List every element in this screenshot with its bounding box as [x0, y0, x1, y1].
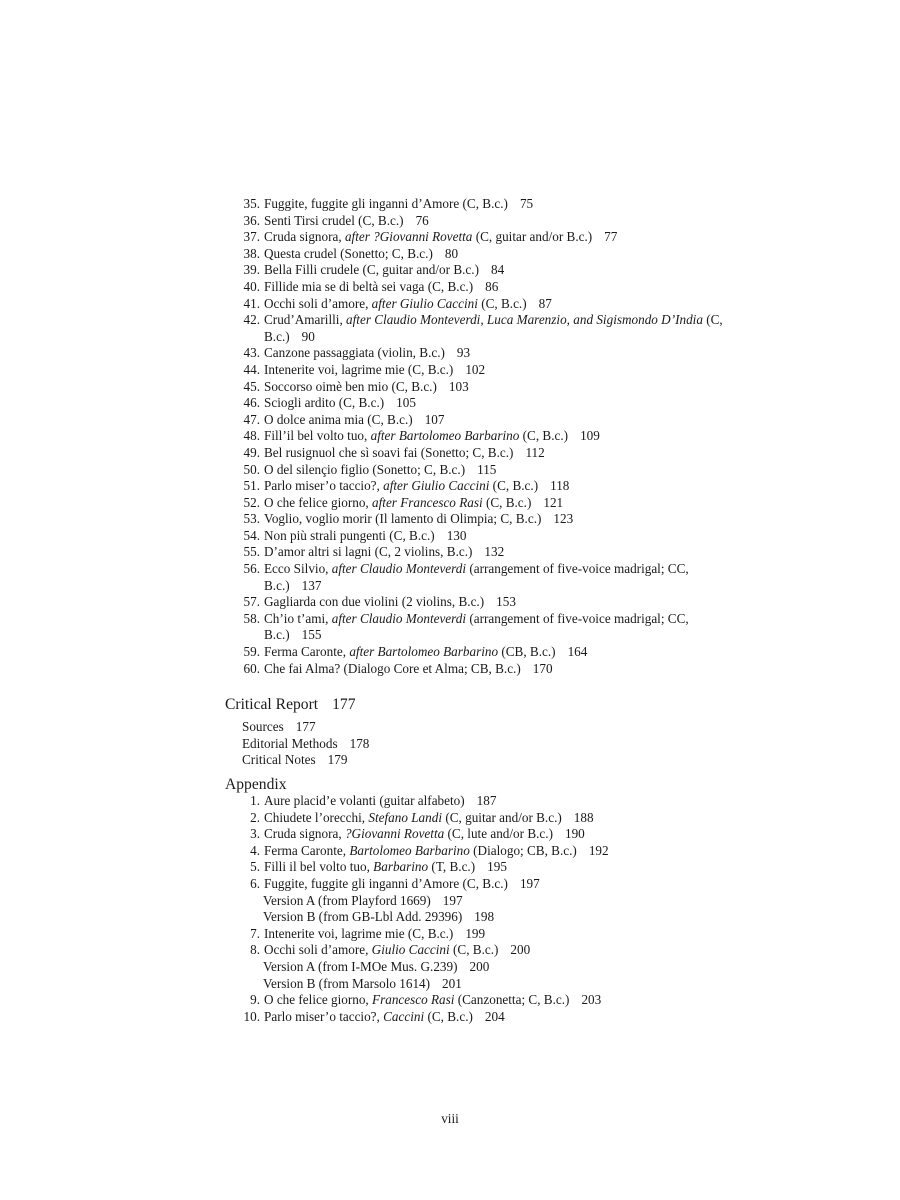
entry-number: 37.	[243, 229, 260, 245]
entry-number: 35.	[243, 196, 260, 211]
entry-text: Parlo miser’o taccio?,	[264, 1008, 384, 1024]
entry-page: 84	[490, 262, 505, 278]
appendix-title: Appendix	[225, 776, 287, 793]
entry-page: 200	[510, 942, 531, 958]
toc-entry	[0, 843, 900, 860]
entry-page: 203	[581, 992, 602, 1008]
entry-page: 132	[484, 544, 505, 560]
entry-text: (C, lute and/or B.c.)	[444, 826, 553, 842]
entry-title	[264, 942, 752, 959]
entry-number: 53.	[243, 511, 260, 527]
entry-page: 170	[532, 660, 553, 676]
entry-page: 107	[424, 411, 445, 427]
entry-text: (arrangement of five-voice madrigal; CC, B.c.)	[264, 561, 689, 593]
toc-main-list	[0, 196, 900, 677]
entry-page: 188	[573, 809, 594, 825]
version-page: 198	[474, 909, 495, 925]
toc-entry	[0, 544, 900, 561]
entry-number: 36.	[243, 212, 260, 228]
toc-entry	[0, 594, 900, 611]
critical-report-list	[242, 719, 369, 769]
entry-text: Sciogli ardito (C, B.c.)	[264, 395, 385, 411]
entry-attribution: Caccini	[383, 1008, 425, 1024]
entry-version	[263, 893, 900, 910]
entry-attribution: after ?Giovanni Rovetta	[344, 229, 473, 245]
entry-page: 103	[448, 378, 469, 394]
entry-text: Canzone passaggiata (violin, B.c.)	[264, 345, 445, 361]
entry-text: Fuggite, fuggite gli inganni d’Amore (C, B.c.)	[264, 196, 508, 211]
version-label: Version A (from Playford 1669)	[263, 892, 431, 908]
toc-entry	[0, 196, 900, 213]
toc-entry	[0, 229, 900, 246]
critical-report-item-label: Sources	[242, 719, 284, 734]
entry-title	[264, 843, 752, 860]
entry-text: Senti Tirsi crudel (C, B.c.)	[264, 212, 404, 228]
entry-text: Questa crudel (Sonetto; C, B.c.)	[264, 245, 433, 261]
entry-text: O dolce anima mia (C, B.c.)	[264, 411, 413, 427]
toc-entry	[0, 611, 900, 644]
entry-version	[263, 909, 900, 926]
entry-text: (C, guitar and/or B.c.)	[442, 809, 562, 825]
entry-title	[264, 478, 752, 495]
entry-title	[264, 428, 752, 445]
entry-title	[264, 395, 752, 412]
entry-title	[264, 445, 752, 462]
toc-entry	[0, 246, 900, 263]
toc-entry	[0, 428, 900, 445]
entry-page: 77	[604, 229, 618, 245]
entry-text: O che felice giorno,	[264, 494, 373, 510]
entry-text: Chiudete l’orecchi,	[264, 809, 369, 825]
entry-page: 102	[465, 361, 486, 377]
entry-number: 42.	[243, 312, 260, 328]
entry-title	[264, 528, 752, 545]
toc-entry	[0, 213, 900, 230]
entry-page: 86	[485, 278, 499, 294]
entry-text: (C, guitar and/or B.c.)	[472, 229, 593, 245]
entry-title	[264, 644, 752, 661]
critical-report-item-label: Editorial Methods	[242, 735, 338, 751]
entry-attribution: Bartolomeo Barbarino	[349, 842, 470, 858]
entry-text: Bella Filli crudele (C, guitar and/or B.c.)	[264, 262, 479, 278]
entry-number: 39.	[243, 262, 260, 278]
entry-version	[263, 959, 900, 976]
entry-title	[264, 296, 752, 313]
entry-attribution: , after Giulio Caccini	[376, 478, 490, 494]
entry-text: Ferma Caronte,	[264, 644, 350, 660]
entry-title	[264, 876, 752, 893]
entry-text: Ch’io t’ami,	[264, 610, 332, 626]
entry-number: 59.	[243, 644, 260, 660]
entry-text: (T, B.c.)	[428, 859, 476, 875]
entry-number: 52.	[243, 494, 260, 510]
critical-report-item	[242, 752, 369, 769]
toc-entry	[0, 395, 900, 412]
page-number: viii	[441, 1111, 459, 1126]
entry-attribution: Barbarino	[373, 859, 429, 875]
version-page: 200	[469, 958, 490, 974]
appendix-list	[0, 793, 900, 1025]
toc-entry	[0, 528, 900, 545]
entry-page: 105	[396, 395, 416, 411]
entry-title	[264, 362, 752, 379]
entry-title	[264, 826, 752, 843]
entry-number: 40.	[243, 278, 260, 294]
entry-attribution: after Claudio Monteverdi, Luca Marenzio, and Sigismondo D’India	[346, 312, 703, 328]
entry-text: Che fai Alma? (Dialogo Core et Alma; CB, B.c.)	[264, 660, 521, 676]
entry-page: 204	[484, 1008, 505, 1024]
critical-report-heading	[225, 695, 356, 715]
entry-page: 75	[519, 196, 534, 211]
entry-page: 109	[580, 428, 600, 444]
entry-text: Fill’il bel volto tuo,	[264, 428, 371, 444]
entry-text: Occhi soli d’amore,	[264, 295, 372, 311]
entry-title	[264, 379, 752, 396]
entry-text: Cruda signora,	[264, 826, 345, 842]
entry-text: Ecco Silvio,	[264, 561, 332, 577]
entry-number: 43.	[243, 345, 260, 361]
entry-text: Fillide mia se di beltà sei vaga (C, B.c.)	[264, 278, 474, 294]
entry-attribution: after Bartolomeo Barbarino	[349, 644, 499, 660]
entry-number: 57.	[243, 594, 260, 610]
entry-page: 112	[525, 444, 545, 460]
appendix-heading	[225, 775, 287, 795]
entry-text: O che felice giorno,	[264, 992, 373, 1008]
entry-title	[264, 495, 752, 512]
entry-text: Gagliarda con due violini (2 violins, B.c.)	[264, 594, 485, 610]
entry-page: 115	[477, 461, 497, 477]
entry-text: (Dialogo; CB, B.c.)	[469, 842, 577, 858]
entry-text: D’amor altri si lagni (C, 2 violins, B.c.)	[264, 544, 473, 560]
toc-entry	[0, 561, 900, 594]
entry-title	[264, 262, 752, 279]
entry-title	[264, 213, 752, 230]
entry-text: Cruda signora,	[264, 229, 345, 245]
entry-number: 1.	[250, 793, 260, 808]
entry-page: 80	[444, 245, 459, 261]
entry-title	[264, 312, 752, 345]
entry-title	[264, 661, 752, 678]
entry-title	[264, 1009, 752, 1026]
toc-entry	[0, 1009, 900, 1026]
entry-page: 155	[301, 627, 322, 643]
entry-text: Aure placid’e volanti (guitar alfabeto)	[264, 793, 465, 808]
entry-attribution: after Bartolomeo Barbarino	[370, 428, 520, 444]
entry-title	[264, 594, 752, 611]
entry-title	[264, 279, 752, 296]
entry-attribution: after Francesco Rasi	[372, 494, 483, 510]
entry-number: 48.	[243, 428, 260, 444]
toc-entry	[0, 942, 900, 959]
entry-text: Bel rusignuol che sì soavi fai (Sonetto; C, B.c.)	[264, 444, 514, 460]
toc-entry	[0, 312, 900, 345]
entry-version	[263, 976, 900, 993]
entry-title	[264, 926, 752, 943]
version-page: 201	[442, 975, 462, 991]
toc-entry	[0, 644, 900, 661]
entry-number: 55.	[243, 544, 260, 560]
entry-number: 49.	[243, 444, 260, 460]
entry-title	[264, 345, 752, 362]
entry-attribution: Francesco Rasi	[372, 992, 455, 1008]
critical-report-item-page: 179	[327, 752, 348, 768]
critical-report-item-page: 177	[295, 719, 316, 734]
entry-page: 192	[588, 842, 609, 858]
entry-number: 56.	[243, 561, 260, 577]
entry-number: 51.	[243, 478, 260, 494]
entry-number: 50.	[243, 461, 260, 477]
entry-attribution: ?Giovanni Rovetta	[344, 826, 445, 842]
toc-entry	[0, 793, 900, 810]
entry-page: 130	[446, 527, 467, 543]
toc-entry	[0, 511, 900, 528]
entry-number: 7.	[250, 925, 260, 941]
toc-entry	[0, 810, 900, 827]
entry-text: Intenerite voi, lagrime mie (C, B.c.)	[264, 361, 454, 377]
entry-text: Soccorso oimè ben mio (C, B.c.)	[264, 378, 437, 394]
entry-page: 76	[415, 212, 429, 228]
entry-page: 195	[487, 859, 507, 875]
entry-title	[264, 992, 752, 1009]
entry-title	[264, 793, 752, 810]
entry-text: Crud’Amarilli,	[264, 312, 347, 328]
entry-text: (Canzonetta; C, B.c.)	[454, 992, 570, 1008]
toc-entry	[0, 345, 900, 362]
entry-text: (C, B.c.)	[489, 478, 539, 494]
toc-entry	[0, 992, 900, 1009]
toc-entry	[0, 362, 900, 379]
entry-number: 38.	[243, 245, 260, 261]
entry-number: 9.	[250, 992, 260, 1008]
entry-text: (C, B.c.)	[449, 942, 499, 958]
entry-number: 46.	[243, 395, 260, 411]
toc-entry	[0, 379, 900, 396]
entry-text: Non più strali pungenti (C, B.c.)	[264, 527, 435, 543]
toc-entry	[0, 926, 900, 943]
toc-entry	[0, 478, 900, 495]
entry-text: (CB, B.c.)	[498, 644, 556, 660]
toc-entry	[0, 262, 900, 279]
critical-report-item	[242, 719, 369, 736]
entry-attribution: after Giulio Caccini	[371, 295, 478, 311]
entry-title	[264, 196, 752, 213]
entry-text: (arrangement of five-voice madrigal; CC, B.c.)	[264, 610, 689, 643]
entry-page: 164	[567, 644, 588, 660]
entry-text: (C, B.c.)	[264, 312, 723, 344]
entry-title	[264, 810, 752, 827]
entry-number: 4.	[250, 842, 260, 858]
entry-title	[264, 412, 752, 429]
entry-text: Occhi soli d’amore,	[264, 942, 372, 958]
version-label: Version B (from Marsolo 1614)	[263, 975, 431, 991]
entry-page: 118	[550, 478, 570, 494]
entry-text: Intenerite voi, lagrime mie (C, B.c.)	[264, 925, 454, 941]
version-label: Version A (from I-MOe Mus. G.239)	[263, 958, 458, 974]
entry-number: 45.	[243, 378, 260, 394]
entry-text: (C, B.c.)	[519, 428, 569, 444]
entry-number: 8.	[250, 942, 260, 958]
entry-number: 2.	[250, 809, 260, 825]
critical-report-item-label: Critical Notes	[242, 752, 316, 768]
entry-text: Fuggite, fuggite gli inganni d’Amore (C, B.c.)	[264, 875, 508, 891]
entry-attribution: Giulio Caccini	[371, 942, 450, 958]
entry-page: 187	[476, 793, 497, 808]
entry-number: 5.	[250, 859, 260, 875]
entry-title	[264, 611, 752, 644]
entry-number: 54.	[243, 527, 260, 543]
entry-number: 44.	[243, 361, 260, 377]
entry-page: 190	[564, 826, 585, 842]
critical-report-page: 177	[332, 696, 356, 713]
entry-title	[264, 561, 752, 594]
entry-number: 6.	[250, 875, 260, 891]
entry-title	[264, 859, 752, 876]
entry-attribution: after Claudio Monteverdi	[331, 561, 467, 577]
toc-entry	[0, 826, 900, 843]
critical-report-title: Critical Report	[225, 696, 319, 713]
toc-entry	[0, 296, 900, 313]
entry-page: 90	[301, 328, 315, 344]
entry-text: Parlo miser’o taccio?	[264, 478, 377, 494]
entry-page: 121	[543, 494, 564, 510]
entry-page: 137	[301, 577, 322, 593]
entry-page: 197	[519, 875, 540, 891]
entry-number: 10.	[243, 1008, 260, 1024]
entry-text: (C, B.c.)	[482, 494, 532, 510]
entry-text: (C, B.c.)	[477, 295, 527, 311]
critical-report-item	[242, 736, 369, 753]
entry-title	[264, 544, 752, 561]
entry-page: 87	[538, 295, 552, 311]
entry-attribution: after Claudio Monteverdi	[331, 610, 467, 626]
version-page: 197	[442, 892, 463, 908]
entry-number: 58.	[243, 610, 260, 626]
toc-entry	[0, 279, 900, 296]
entry-number: 60.	[243, 660, 260, 676]
version-label: Version B (from GB-Lbl Add. 29396)	[263, 909, 463, 925]
entry-attribution: Stefano Landi	[368, 809, 443, 825]
critical-report-item-page: 178	[349, 735, 370, 751]
entry-text: Filli il bel volto tuo,	[264, 859, 374, 875]
entry-page: 153	[496, 594, 516, 610]
entry-number: 41.	[243, 295, 260, 311]
entry-text: Voglio, voglio morir (Il lamento di Olimpia; C, B.c.)	[264, 511, 542, 527]
entry-page: 123	[553, 511, 574, 527]
toc-entry	[0, 859, 900, 876]
entry-number: 47.	[243, 411, 260, 427]
entry-text: Ferma Caronte,	[264, 842, 350, 858]
toc-entry	[0, 495, 900, 512]
entry-number: 3.	[250, 826, 260, 842]
entry-text: O del silençio figlio (Sonetto; C, B.c.)	[264, 461, 466, 477]
toc-entry	[0, 462, 900, 479]
toc-entry	[0, 661, 900, 678]
entry-page: 199	[465, 925, 486, 941]
entry-page: 93	[456, 345, 471, 361]
entry-text: (C, B.c.)	[424, 1008, 473, 1024]
entry-title	[264, 229, 752, 246]
entry-title	[264, 246, 752, 263]
entry-title	[264, 462, 752, 479]
entry-title	[264, 511, 752, 528]
toc-entry	[0, 445, 900, 462]
toc-entry	[0, 412, 900, 429]
toc-entry	[0, 876, 900, 893]
